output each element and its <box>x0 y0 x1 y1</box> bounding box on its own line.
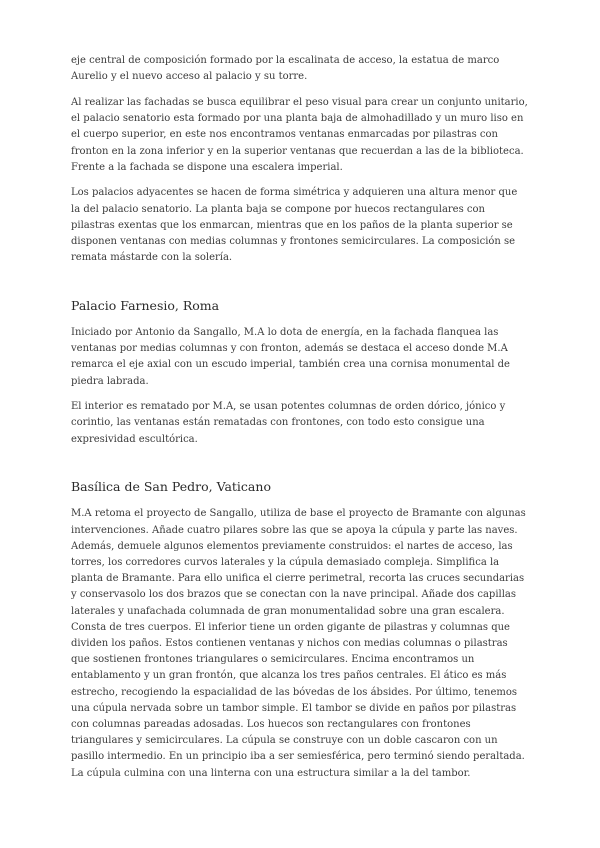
paragraph: M.A retoma el proyecto de Sangallo, utiliza de base el proyecto de Bramante con algunas intervenciones. Añade cuatro pilares sobre las que se apoya la cúpula y parte las naves. Además, demuele algunos elementos previamente construidos: el nartes de acceso, las torres, los corredores curvos laterales y la cúpula demasiado compleja. Simplifica la planta de Bramante. Para ello unifica el cierre perimetral, recorta las cruces secundarias y conservasolo los dos brazos que se conectan con la nave principal. Añade dos capillas laterales y unafachada columnada de gran monumentalidad sobre una gran escalera. Consta de tres cuerpos. El inferior tiene un orden gigante de pilastras y columnas que dividen los paños. Estos contienen ventanas y nichos con medias columnas o pilastras que sostienen frontones triangulares o semicirculares. Encima encontramos un entablamento y un gran frontón, que alcanza los tres paños centrales. El ático es más estrecho, recogiendo la espacialidad de las bóvedas de los ábsides. Por último, tenemos una cúpula nervada sobre un tambor simple. El tambor se divide en paños por pilastras con columnas pareadas adosadas. Los huecos son rectangulares con frontones triangulares y semicirculares. La cúpula se construye con un doble cascaron con un pasillo intermedio. En un principio iba a ser semiesférica, pero terminó siendo peraltada. La cúpula culmina con una linterna con una estructura similar a la del tambor. <box>71 508 526 779</box>
paragraph: El interior es rematado por M.A, se usan potentes columnas de orden dórico, jónico y corintio, las ventanas están rematadas con frontones, con todo esto consigue una expresividad escultórica. <box>71 401 506 445</box>
paragraph: Al realizar las fachadas se busca equilibrar el peso visual para crear un conjunto unitario, el palacio senatorio esta formado por una planta baja de almohadillado y un muro liso en el cuerpo superior, en este nos encontramos ventanas enmarcadas por pilastras con fronton en la zona inferior y en la superior ventanas que recuerdan a las de la biblioteca. Frente a la fachada se dispone una escalera imperial. <box>71 96 528 173</box>
document-body <box>71 53 529 791</box>
paragraph: Iniciado por Antonio da Sangallo, M.A lo dota de energía, en la fachada flanquea las ventanas por medias columnas y con fronton, además se destaca el acceso donde M.A remarca el eje axial con un escudo imperial, también crea una cornisa monumental de piedra labrada. <box>71 326 510 387</box>
paragraph: Los palacios adyacentes se hacen de forma simétrica y adquieren una altura menor que la del palacio senatorio. La planta baja se compone por huecos rectangulares con pilastras exentas que los enmarcan, mientras que en los paños de la planta superior se disponen ventanas con medias columnas y frontones semicirculares. La composición se remata mástarde con la solería. <box>71 187 518 264</box>
section-heading-basilica-san-pedro: Basílica de San Pedro, Vaticano <box>71 479 271 495</box>
section-heading-palacio-farnesio: Palacio Farnesio, Roma <box>71 297 220 313</box>
paragraph: eje central de composición formado por la escalinata de acceso, la estatua de marco Aurelio y el nuevo acceso al palacio y su torre. <box>71 55 500 83</box>
